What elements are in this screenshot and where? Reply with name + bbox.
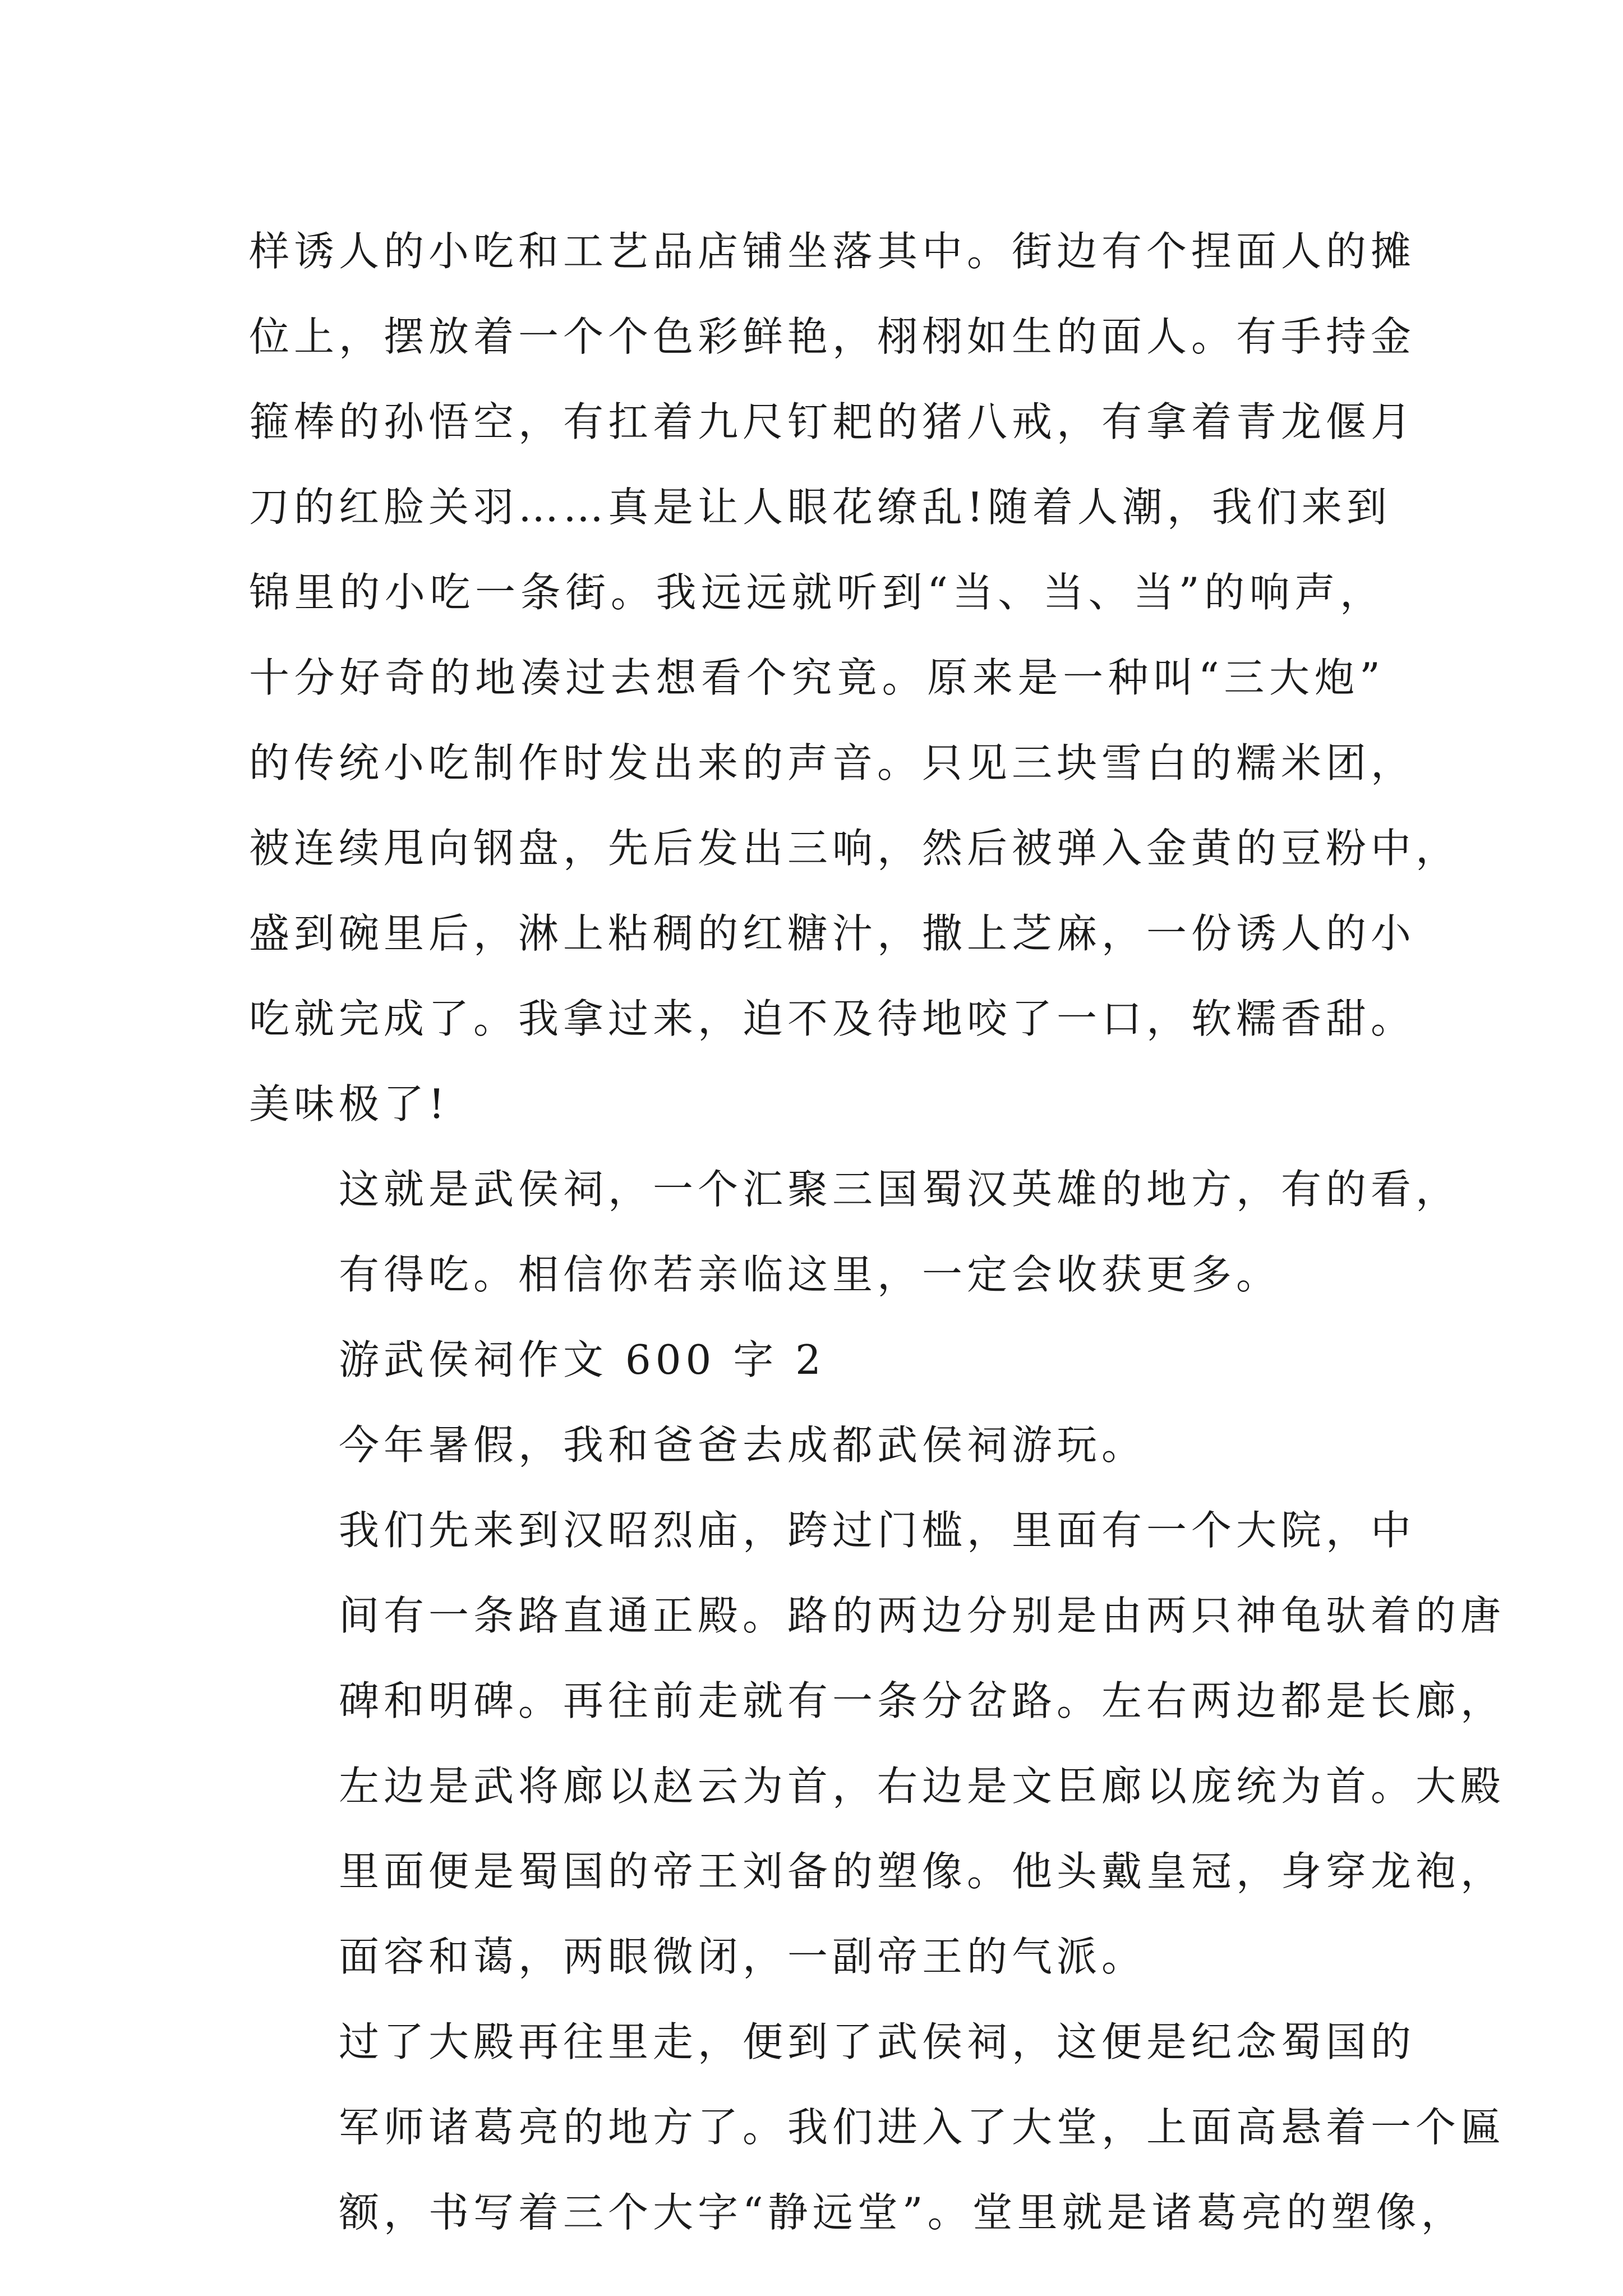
text-line: 面容和蔼，两眼微闭，一副帝王的气派。 <box>339 1933 1147 1980</box>
text-line: 过了大殿再往里走，便到了武侯祠，这便是纪念蜀国的 <box>339 2018 1416 2065</box>
text-line: 军师诸葛亮的地方了。我们进入了大堂，上面高悬着一个匾 <box>339 2104 1506 2151</box>
paragraph-conclusion <box>249 1147 1461 1317</box>
text-line: 间有一条路直通正殿。路的两边分别是由两只神龟驮着的唐 <box>339 1592 1506 1639</box>
text-line: 被连续甩向钢盘，先后发出三响，然后被弹入金黄的豆粉中， <box>249 825 1461 872</box>
text-line: 美味极了! <box>249 1080 449 1128</box>
text-line: 额，书写着三个大字“静远堂”。堂里就是诸葛亮的塑像， <box>339 2189 1466 2236</box>
text-line: 位上，摆放着一个个色彩鲜艳，栩栩如生的面人。有手持金 <box>249 313 1416 360</box>
text-line: 今年暑假，我和爸爸去成都武侯祠游玩。 <box>339 1421 1147 1469</box>
text-line: 的传统小吃制作时发出来的声音。只见三块雪白的糯米团， <box>249 739 1416 786</box>
text-line: 碑和明碑。再往前走就有一条分岔路。左右两边都是长廊， <box>339 1677 1506 1724</box>
essay-title <box>249 1317 1385 1402</box>
text-line: 里面便是蜀国的帝王刘备的塑像。他头戴皇冠，身穿龙袍， <box>339 1848 1506 1895</box>
paragraph-temple <box>249 1488 1506 1999</box>
text-line: 刀的红脸关羽……真是让人眼花缭乱!随着人潮，我们来到 <box>249 484 1391 531</box>
paragraph-intro <box>249 1402 1385 1488</box>
text-line: 箍棒的孙悟空，有扛着九尺钉耙的猪八戒，有拿着青龙偃月 <box>249 398 1416 445</box>
text-line: 锦里的小吃一条街。我远远就听到“当、当、当”的响声， <box>249 569 1385 616</box>
paragraph-wuhou <box>249 1999 1506 2255</box>
text-line: 样诱人的小吃和工艺品店铺坐落其中。街边有个捏面人的摊 <box>249 228 1416 275</box>
document-body <box>249 209 1506 2255</box>
text-line: 盛到碗里后，淋上粘稠的红糖汁，撒上芝麻，一份诱人的小 <box>249 910 1416 957</box>
text-line: 我们先来到汉昭烈庙，跨过门槛，里面有一个大院，中 <box>339 1507 1416 1554</box>
text-line: 游武侯祠作文 600 字 2 <box>339 1336 826 1383</box>
text-line: 吃就完成了。我拿过来，迫不及待地咬了一口，软糯香甜。 <box>249 995 1416 1042</box>
text-line: 有得吃。相信你若亲临这里，一定会收获更多。 <box>339 1251 1281 1298</box>
text-line: 左边是武将廊以赵云为首，右边是文臣廊以庞统为首。大殿 <box>339 1763 1506 1810</box>
text-line: 这就是武侯祠，一个汇聚三国蜀汉英雄的地方，有的看， <box>339 1166 1461 1213</box>
text-line: 十分好奇的地凑过去想看个究竟。原来是一种叫“三大炮” <box>249 654 1385 701</box>
paragraph-snacks <box>249 209 1461 1147</box>
